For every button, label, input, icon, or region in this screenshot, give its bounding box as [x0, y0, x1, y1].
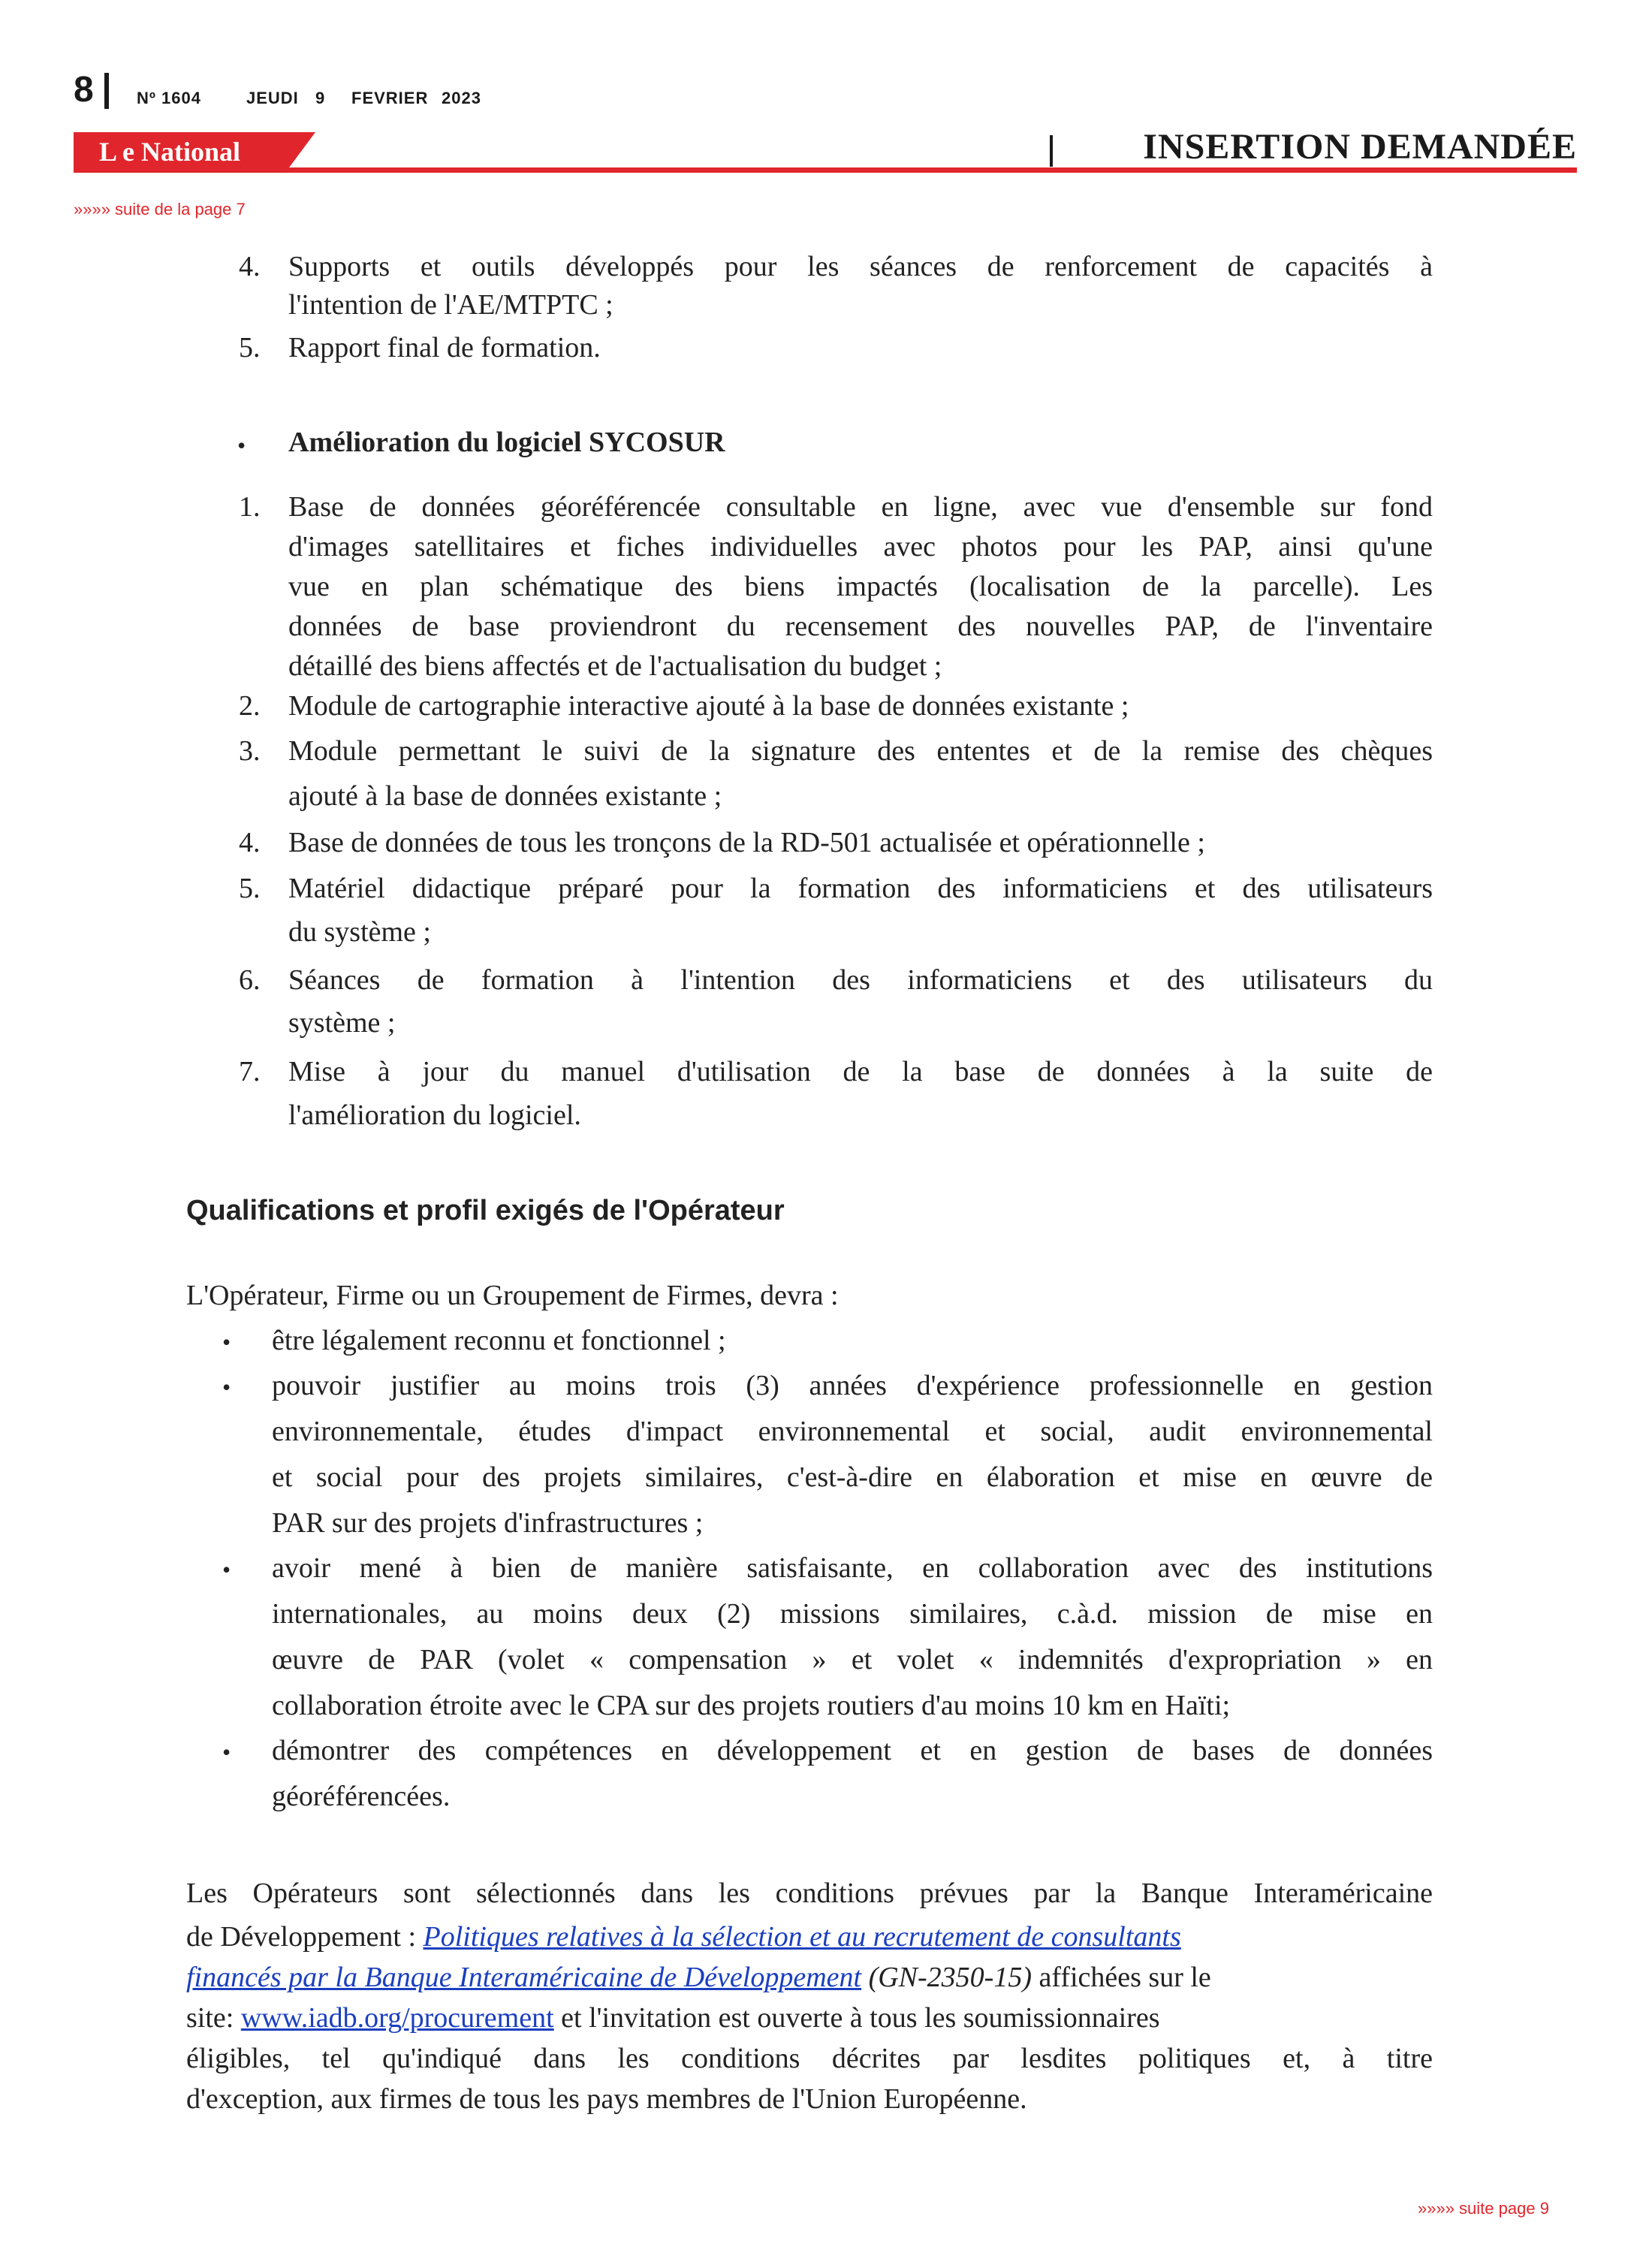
continued-to-note: »»»» suite page 9: [1418, 2199, 1549, 2218]
newspaper-logo: L e National: [99, 137, 241, 167]
list-number: 5.: [239, 332, 261, 363]
issue-day: JEUDI: [246, 89, 299, 107]
issue-year: 2023: [442, 89, 481, 107]
list-number: 3.: [239, 735, 261, 767]
issue-date-number: 9: [315, 89, 326, 107]
list-item-line: Matériel didactique préparé pour la formation des informaticiens et des utilisateurs: [288, 873, 1433, 904]
list-item-line: Module de cartographie interactive ajouté à la base de données existante ;: [288, 690, 1129, 722]
list-item-line: pouvoir justifier au moins trois (3) années d'expérience professionnelle en gestion: [272, 1370, 1433, 1401]
list-item-line: et social pour des projets similaires, c'est-à-dire en élaboration et mise en œuvre de: [272, 1461, 1433, 1493]
list-number: 6.: [239, 964, 261, 996]
list-item-line: Séances de formation à l'intention des informaticiens et des utilisateurs du: [288, 964, 1433, 996]
list-item-line: œuvre de PAR (volet « compensation » et volet « indemnités d'expropriation » en: [272, 1644, 1433, 1675]
list-item-line: internationales, au moins deux (2) missions similaires, c.à.d. mission de mise en: [272, 1598, 1433, 1630]
list-number: 4.: [239, 827, 261, 858]
section-title: INSERTION DEMANDÉE: [1143, 127, 1577, 167]
section-heading: Qualifications et profil exigés de l'Opérateur: [186, 1195, 785, 1226]
procurement-url-link[interactable]: www.iadb.org/procurement: [240, 2002, 554, 2034]
list-item-line: données de base proviendront du recensement des nouvelles PAP, de l'inventaire: [288, 611, 1433, 642]
bullet-icon: •: [222, 1329, 231, 1356]
page-number: 8: [74, 70, 94, 110]
list-item-line: environnementale, études d'impact environnemental et social, audit environnemental: [272, 1416, 1433, 1447]
closing-line: [186, 1959, 1211, 1997]
closing-line: éligibles, tel qu'indiqué dans les conditions décrites par lesdites politiques et, à titre: [186, 2043, 1433, 2074]
list-item-line: démontrer des compétences en développement et en gestion de bases de données: [272, 1735, 1433, 1766]
policy-link-continued[interactable]: financés par la Banque Interaméricaine de Développement: [186, 1962, 862, 1993]
bullet-icon: •: [222, 1739, 231, 1766]
continued-from-note: »»»» suite de la page 7: [74, 200, 246, 219]
bullet-icon: •: [222, 1374, 231, 1401]
list-number: 1.: [239, 491, 261, 523]
policy-link[interactable]: Politiques relatives à la sélection et au recrutement de consultants: [423, 1921, 1181, 1953]
list-item-line: Mise à jour du manuel d'utilisation de la base de données à la suite de: [288, 1056, 1433, 1087]
bullet-icon: •: [237, 432, 246, 459]
issue-number: Nº 1604: [137, 89, 201, 107]
list-item-line: Module permettant le suivi de la signature des ententes et de la remise des chèques: [288, 735, 1433, 767]
closing-line: [186, 1999, 1160, 2037]
list-item-line: collaboration étroite avec le CPA sur des projets routiers d'au moins 10 km en Haïti;: [272, 1690, 1231, 1721]
list-item-line: avoir mené à bien de manière satisfaisante, en collaboration avec des institutions: [272, 1552, 1433, 1584]
list-number: 2.: [239, 690, 261, 722]
list-number: 7.: [239, 1056, 261, 1087]
list-item-line: l'amélioration du logiciel.: [288, 1099, 581, 1131]
list-number: 5.: [239, 873, 261, 904]
list-item-line: Base de données de tous les tronçons de la RD-501 actualisée et opérationnelle ;: [288, 827, 1205, 858]
list-item-line: géoréférencées.: [272, 1781, 451, 1812]
list-item-line: Rapport final de formation.: [288, 332, 601, 363]
list-item-line: système ;: [288, 1007, 396, 1039]
closing-text: et l'invitation est ouverte à tous les soumissionnaires: [553, 2002, 1160, 2034]
bullet-icon: •: [222, 1556, 231, 1583]
list-item-line: d'images satellitaires et fiches individuelles avec photos pour les PAP, ainsi qu'une: [288, 531, 1433, 562]
list-item-line: du système ;: [288, 916, 431, 948]
list-item-line: Supports et outils développés pour les séances de renforcement de capacités à: [288, 251, 1433, 282]
closing-text: affichées sur le: [1031, 1962, 1211, 1993]
list-item-line: vue en plan schématique des biens impactés (localisation de la parcelle). Les: [288, 571, 1433, 602]
closing-line: d'exception, aux firmes de tous les pays membres de l'Union Européenne.: [186, 2083, 1027, 2115]
list-item-line: PAR sur des projets d'infrastructures ;: [272, 1507, 704, 1539]
policy-code: (GN-2350-15): [861, 1962, 1032, 1993]
issue-month: FEVRIER: [351, 89, 429, 107]
list-item-line: Base de données géoréférencée consultable en ligne, avec vue d'ensemble sur fond: [288, 491, 1433, 523]
list-number: 4.: [239, 251, 261, 282]
closing-text: site:: [186, 2002, 241, 2034]
list-item-line: ajouté à la base de données existante ;: [288, 780, 722, 812]
list-item-line: être légalement reconnu et fonctionnel ;: [272, 1325, 726, 1356]
closing-text: de Développement :: [186, 1921, 424, 1953]
closing-line: Les Opérateurs sont sélectionnés dans les conditions prévues par la Banque Interaméricaine: [186, 1878, 1433, 1909]
list-item-line: détaillé des biens affectés et de l'actualisation du budget ;: [288, 650, 942, 682]
qualifications-intro: L'Opérateur, Firme ou un Groupement de Firmes, devra :: [186, 1280, 839, 1311]
list-item-line: l'intention de l'AE/MTPTC ;: [288, 289, 613, 321]
closing-line: [186, 1918, 1181, 1956]
subsection-heading: Amélioration du logiciel SYCOSUR: [288, 427, 725, 458]
